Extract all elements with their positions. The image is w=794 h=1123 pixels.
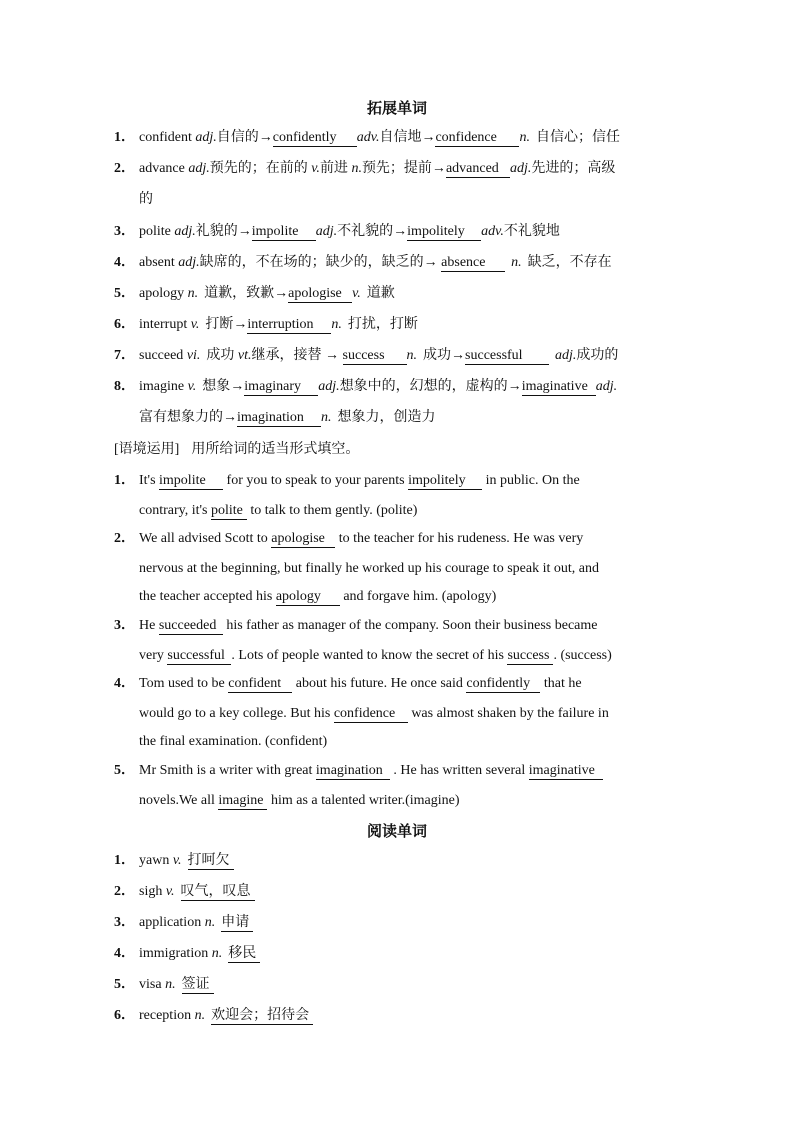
answer-blank: confidently xyxy=(466,676,540,693)
exercise-4-line-2: would go to a key college. But his confidence was almost shaken by the failure in xyxy=(139,706,609,721)
answer-blank: imaginative xyxy=(529,763,603,780)
word-item-4: 4． absent adj.缺席的，不在场的；缺少的，缺乏的→ absence n. 缺乏，不存在 xyxy=(114,255,612,270)
word-item-2-cont: 的 xyxy=(139,192,153,207)
reading-item-5: 5． visa n. 签证 xyxy=(114,975,694,995)
answer-blank: apologise xyxy=(271,531,335,548)
answer-blank: success xyxy=(343,348,407,365)
section-title-reading-words: 阅读单词 xyxy=(366,824,427,840)
answer-blank: imaginative xyxy=(522,379,596,396)
exercise-2-line-3: the teacher accepted his apology and forgave him. (apology) xyxy=(139,589,497,604)
answer-blank: confidence xyxy=(435,130,519,147)
word-item-8-cont: 富有想象力的→imagination n. 想象力，创造力 xyxy=(139,410,436,425)
word-item-7: 7． succeed vi. 成功 vt.继承，接替 → success n. 成功→successful adj.成功的 xyxy=(114,348,619,363)
exercise-4-line-3: the final examination. (confident) xyxy=(139,734,328,749)
answer-blank: interruption xyxy=(247,317,331,334)
exercise-1-line-1: 1． It's impolite for you to speak to your parents impolitely in public. On the xyxy=(114,473,580,488)
answer-blank: apology xyxy=(276,589,340,606)
answer-blank: 欢迎会；招待会 xyxy=(211,1008,313,1025)
exercise-2-line-2: nervous at the beginning, but finally he worked up his courage to speak it out, and xyxy=(139,561,599,576)
exercise-3-line-2: very successful . Lots of people wanted to know the secret of his success . (success) xyxy=(139,648,612,663)
answer-blank: 叹气，叹息 xyxy=(181,884,255,901)
answer-blank: imagination xyxy=(237,410,321,427)
reading-item-2: 2． sigh v. 叹气，叹息 xyxy=(114,882,694,902)
answer-blank: confidently xyxy=(273,130,357,147)
reading-item-4: 4． immigration n. 移民 xyxy=(114,944,694,964)
answer-blank: advanced xyxy=(446,161,510,178)
word-item-2: 2． advance adj.预先的；在前的 v.前进 n.预先；提前→advanced adj.先进的；高级 xyxy=(114,161,616,176)
exercise-5-line-2: novels.We all imagine him as a talented writer.(imagine) xyxy=(139,793,460,808)
answer-blank: 打呵欠 xyxy=(188,853,234,870)
context-instruction: [语境运用] 用所给词的适当形式填空。 xyxy=(114,442,360,457)
exercise-3-line-1: 3． He succeeded his father as manager of the company. Soon their business became xyxy=(114,618,598,633)
reading-item-6: 6． reception n. 欢迎会；招待会 xyxy=(114,1006,694,1026)
exercise-4-line-1: 4． Tom used to be confident about his future. He once said confidently that he xyxy=(114,676,582,691)
exercise-2-line-1: 2． We all advised Scott to apologise to the teacher for his rudeness. He was very xyxy=(114,531,584,546)
answer-blank: impolitely xyxy=(408,473,482,490)
reading-item-3: 3． application n. 申请 xyxy=(114,913,694,933)
answer-blank: 申请 xyxy=(221,915,253,932)
answer-blank: confidence xyxy=(334,706,408,723)
answer-blank: 移民 xyxy=(228,946,260,963)
answer-blank: impolite xyxy=(252,224,316,241)
answer-blank: absence xyxy=(441,255,505,272)
answer-blank: succeeded xyxy=(159,618,223,635)
answer-blank: apologise xyxy=(288,286,352,303)
answer-blank: imagine xyxy=(218,793,267,810)
reading-item-1: 1． yawn v. 打呵欠 xyxy=(114,851,694,871)
answer-blank: impolite xyxy=(159,473,223,490)
answer-blank: 签证 xyxy=(182,977,214,994)
answer-blank: polite xyxy=(211,503,247,520)
word-item-5: 5． apology n. 道歉，致歉→apologise v. 道歉 xyxy=(114,286,395,301)
answer-blank: confident xyxy=(228,676,292,693)
word-item-1: 1． confident adj.自信的→confidently adv.自信地→confidence n. 自信心；信任 xyxy=(114,130,620,145)
section-title-expand-words: 拓展单词 xyxy=(366,101,427,117)
answer-blank: success xyxy=(507,648,553,665)
answer-blank: impolitely xyxy=(407,224,481,241)
answer-blank: successful xyxy=(465,348,549,365)
exercise-5-line-1: 5． Mr Smith is a writer with great imagination . He has written several imaginative xyxy=(114,761,694,781)
word-item-8: 8． imagine v. 想象→imaginary adj.想象中的，幻想的，虚构的→imaginative adj. xyxy=(114,379,618,394)
answer-blank: successful xyxy=(167,648,231,665)
answer-blank: imagination xyxy=(316,763,390,780)
word-item-6: 6． interrupt v. 打断→interruption n. 打扰，打断 xyxy=(114,317,418,332)
answer-blank: imaginary xyxy=(244,379,318,396)
exercise-1-line-2: contrary, it's polite to talk to them gently. (polite) xyxy=(139,503,418,518)
word-item-3: 3． polite adj.礼貌的→impolite adj.不礼貌的→impolitely adv.不礼貌地 xyxy=(114,224,560,239)
